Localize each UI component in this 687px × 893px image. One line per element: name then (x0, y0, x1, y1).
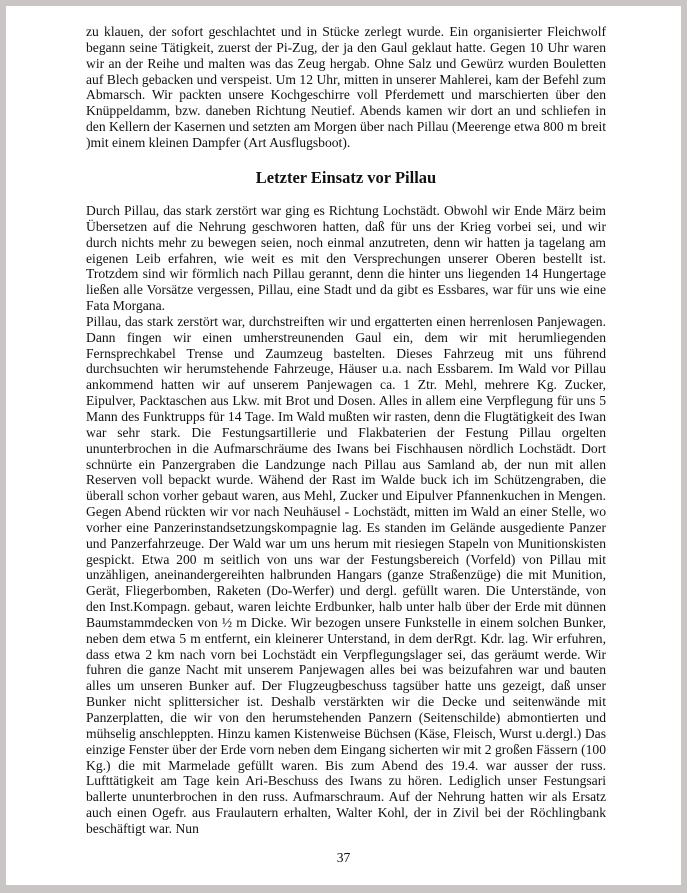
paragraph-text: zu klauen, der sofort geschlachtet und in Stücke zerlegt wurde. Ein organisierter Fleichwolf begann seine Tätigkeit, zuerst der Pi-Zug, der ja den Gaul geklaut hatte. Gegen 10 Uhr waren wir an der Reihe und malten was das Zeug hergab. Ohne Salz und Gewürz wurden Bouletten auf Blech gebacken und verspeist. Um 12 Uhr, mitten in unserer Mahlerei, kam der Befehl zum Abmarsch. Wir packten unsere Kochgeschirre voll Pferdemett und marschierten über den Knüppeldamm, bzw. daneben Richtung Neutief. Abends kamen wir dort an und schliefen in den Kellern der Kasernen und setzten am Morgen über nach Pillau (Meerenge etwa 800 m breit )mit einem kleinen Dampfer (Art Ausflugsboot). (86, 24, 606, 150)
paragraph-text: Pillau, das stark zerstört war, durchstreiften wir und ergatterten einen herrenlosen Panjewagen. Dann fingen wir einen umherstreunenden Gaul ein, dem wir mit herumliegenden Fernsprechkabel Trense und Zaumzeug bastelten. Dieses Fahrzeug mit uns führend durchsuchten wir herumstehende Fahrzeuge, Häuser u.a. nach Essbarem. Im Wald vor Pillau ankommend hatten wir auf unserem Panjewagen ca. 1 Ztr. Mehl, mehrere Kg. Zucker, Eipulver, Packtaschen aus Lkw. mit Brot und Dosen. Alles in allem eine Verpflegung für uns 5 Mann des Funktrupps für 14 Tage. Im Wald mußten wir rasten, denn die Flugtätigkeit des Iwan war sehr stark. Die Festungsartillerie und Flakbaterien der Festung Pillau orgelten ununterbrochen in die Aufmarschräume des Iwans bei Fischhausen nördlich Lochstädt. Dort schnürte ein Panzergraben die Landzunge nach Pillau aus Samland ab, der nun mit allen Reserven voll bepackt wurde. Wähend der Rast im Walde buck ich im Schützengraben, die überall schon vorher gebaut waren, aus Mehl, Zucker und Eipulver Pfannenkuchen in Mengen. Gegen Abend rückten wir vor nach Neuhäusel - Lochstädt, mitten im Wald an einer Stelle, wo vorher eine Panzerinstandsetzungskompagnie lag. Es standen im Gelände ausgediente Panzer und Panzerfahrzeuge. Der Wald war um uns herum mit riesiegen Stapeln von Munitionskisten gespickt. Etwa 200 m seitlich von uns war der Festungsbereich (Vorfeld) von Pillau mit unzähligen, aneinandergereihten halbrunden Hangars (ganze Straßenzüge) die mit Munition, Gerät, Fliegerbomben, Raketen (Do-Werfer) und dergl. gefüllt waren. Die Unterstände, von den Inst.Kompagn. gebaut, waren leichte Erdbunker, halb unter halb über der Erde mit dünnen Baumstammdecken von ½ m Dicke. Wir bezogen unsere Funkstelle in einem solchen Bunker, neben dem etwa 5 m entfernt, ein kleinerer Unterstand, in dem derRgt. Kdr. lag. Wir erfuhren, dass etwa 2 km nach vorn bei Lochstädt ein Verpflegungslager sei, das geräumt werde. Wir fuhren die ganze Nacht mit unserem Panjewagen alles bei was beizufahren war und bauten alles um unseren Bunker auf. Der Flugzeugbeschuss tagsüber hatte uns gezeigt, daß unser Bunker nicht splittersicher ist. Deshalb verstärkten wir die Decke und seitenwände mit Panzerplatten, die wir von den herumstehenden Panzern (Seitenschilde) abmontierten und mühselig anschleppten. Hinzu kamen Kistenweise Büchsen (Käse, Fleisch, Wurst u.dergl.) Das einzige Fenster über der Erde vorn neben dem Eingang sicherten wir mit 2 großen Fässern (100 Kg.) die mit Marmelade gefüllt waren. Bis zum Abend des 19.4. war ausser der russ. Lufttätigkeit am Tage kein Ari-Beschuss des Iwans zu hören. Lediglich unser Festungsari ballerte ununterbrochen in den russ. Aufmarschraum. Auf der Nehrung hatten wir als Ersatz auch einen Ogefr. aus Fraulautern erhalten, Walter Kohl, der in Zivil bei der Röchlingbank beschäftigt war. Nun (86, 313, 606, 836)
document-page (6, 6, 681, 885)
paragraph-text: Durch Pillau, das stark zerstört war ging es Richtung Lochstädt. Obwohl wir Ende März beim Übersetzen auf die Nehrung geschworen hatten, daß für uns der Krieg vorbei sei, und wir durch nichts mehr zu bewegen seien, noch einmal anzutreten, denn wir hatten ja tagelang am eigenen Leib erfahren, wie weit es mit den Versprechungen unserer Oberen bestellt ist. Trotzdem sind wir förmlich nach Pillau gerannt, denn die hinter uns liegenden 14 Hungertage ließen alle Vorsätze vergessen, Pillau, eine Stadt und da gibt es Essbares, war für uns wie eine Fata Morgana. (86, 203, 606, 314)
intro-paragraph (86, 24, 606, 151)
page-number: 37 (336, 850, 351, 865)
section-body (86, 203, 606, 837)
section-heading: Letzter Einsatz vor Pillau (255, 168, 437, 187)
